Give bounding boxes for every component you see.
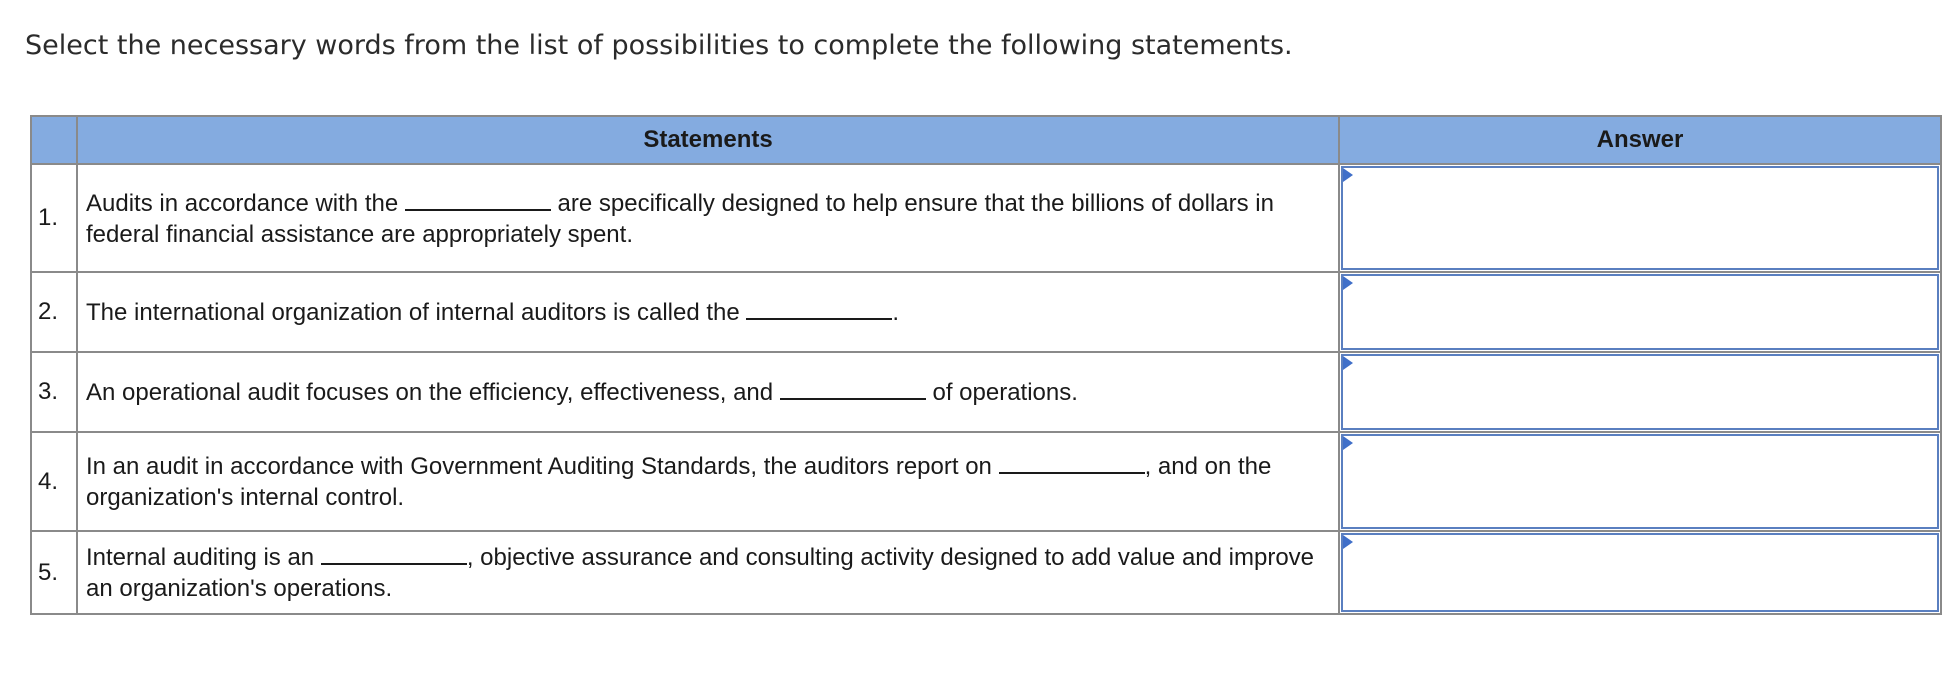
blank-line [321,541,467,565]
blank-line [746,296,892,320]
statement-text [77,272,1339,352]
header-number [31,116,77,164]
dropdown-triangle-icon[interactable] [1343,535,1353,549]
statement-after: . [892,299,900,326]
table-row [31,164,1941,272]
answer-dropdown[interactable] [1341,166,1939,270]
statement-text [77,164,1339,272]
table-row [31,531,1941,614]
blank-line [999,450,1145,474]
answer-cell[interactable] [1339,164,1941,272]
header-statements: Statements [77,116,1339,164]
answer-dropdown[interactable] [1341,434,1939,529]
statement-before: The international organization of internal auditors is called the [86,299,740,326]
dropdown-triangle-icon[interactable] [1343,436,1353,450]
statement-after: are specifically designed to help ensure that the billions of dollars in federal financial assistance are appropriately spent. [86,189,1274,248]
statement-before: Internal auditing is an [86,544,315,571]
answer-dropdown[interactable] [1341,354,1939,430]
statement-text [77,531,1339,614]
answer-cell[interactable] [1339,352,1941,432]
statement-after: , objective assurance and consulting activity designed to add value and improve an organization's operations. [86,544,1315,602]
blank-line [405,187,551,211]
statement-before: An operational audit focuses on the efficiency, effectiveness, and [86,379,774,406]
statements-table [30,115,1942,615]
statement-after: , and on the organization's internal control. [86,453,1272,511]
table-row [31,352,1941,432]
statement-before: Audits in accordance with the [86,189,399,217]
answer-dropdown[interactable] [1341,533,1939,612]
row-number: 4. [31,432,77,531]
header-answer: Answer [1339,116,1941,164]
dropdown-triangle-icon[interactable] [1343,168,1353,182]
row-number: 3. [31,352,77,432]
statement-after: of operations. [932,379,1078,406]
answer-cell[interactable] [1339,272,1941,352]
table-header-row [31,116,1941,164]
answer-dropdown[interactable] [1341,274,1939,350]
row-number: 2. [31,272,77,352]
row-number: 5. [31,531,77,614]
row-number: 1. [31,164,77,272]
table-row [31,432,1941,531]
statement-text [77,352,1339,432]
blank-line [780,376,926,400]
dropdown-triangle-icon[interactable] [1343,276,1353,290]
dropdown-triangle-icon[interactable] [1343,356,1353,370]
statement-before: In an audit in accordance with Government Auditing Standards, the auditors report on [86,453,992,480]
answer-cell[interactable] [1339,531,1941,614]
table-row [31,272,1941,352]
instructions-text: Select the necessary words from the list of possibilities to complete the following statements. [25,30,1293,61]
answer-cell[interactable] [1339,432,1941,531]
statement-text [77,432,1339,531]
